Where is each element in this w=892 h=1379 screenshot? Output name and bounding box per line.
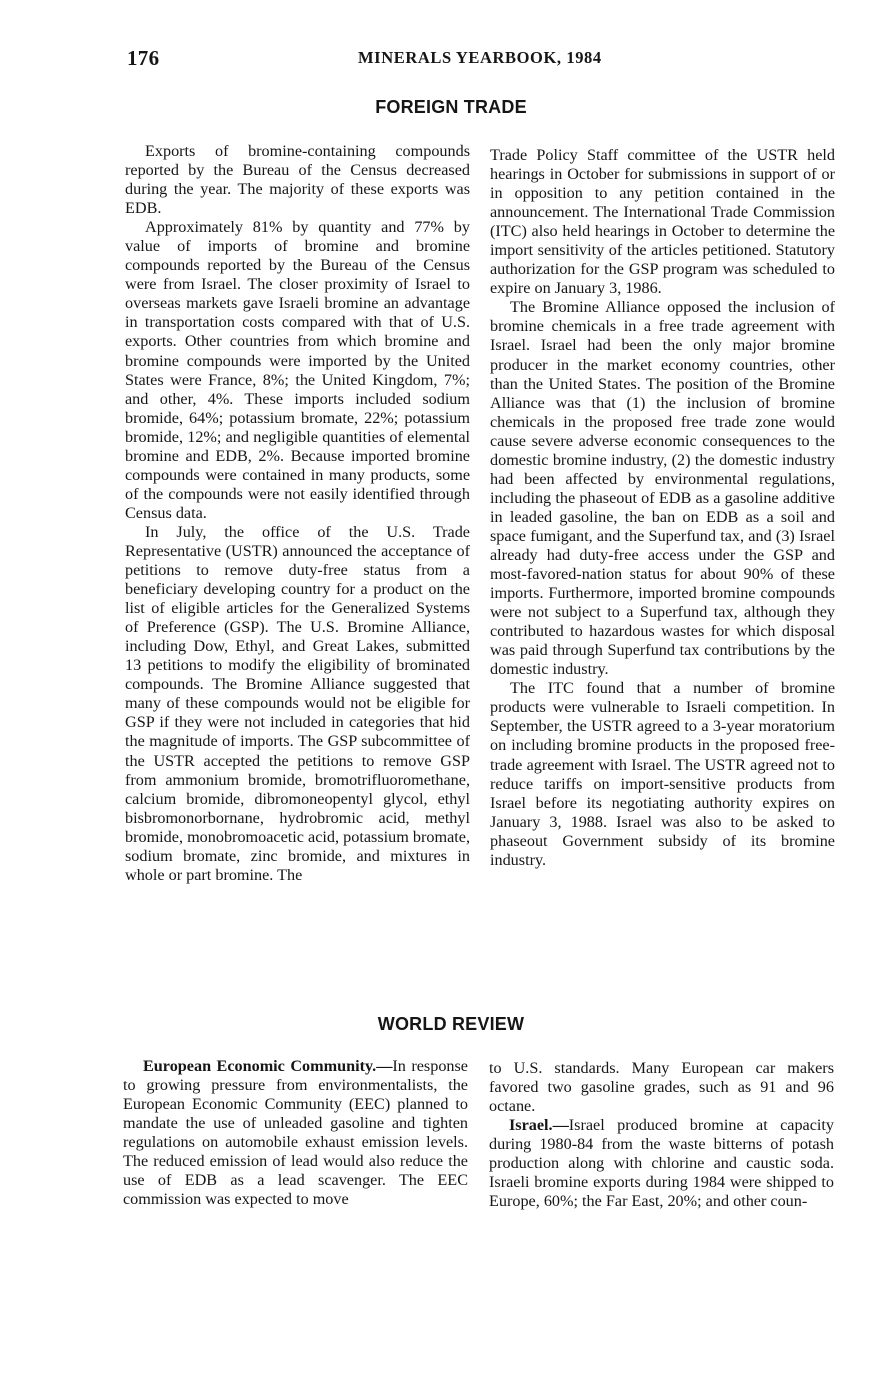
world-review-left-column bbox=[123, 1057, 468, 1209]
paragraph: In July, the office of the U.S. Trade Representative (USTR) announced the acceptance of petitions to remove duty-free status from a beneficiary developing country for a product on the list of eligible articles for the Generalized Systems of Preference (GSP). The U.S. Bromine Alliance, including Dow, Ethyl, and Great Lakes, submitted 13 petitions to modify the eligibility of brominated compounds. The Bromine Alliance suggested that many of these compounds would not be eligible for GSP if they were not included in categories that hid the magnitude of imports. The GSP subcommittee of the USTR accepted the petitions to remove GSP from ammonium bromide, bromotrifluoromethane, calcium bromide, dibromoneopentyl glycol, ethyl bisbromonorbornane, hydrobromic acid, methyl bromide, monobromoacetic acid, potassium bromate, sodium bromate, zinc bromide, and mixtures in whole or part bromine. The bbox=[125, 522, 470, 884]
foreign-trade-right-column bbox=[490, 146, 835, 870]
paragraph: Exports of bromine-containing compounds reported by the Bureau of the Census decreased during the year. The majority of these exports was EDB. bbox=[125, 142, 470, 218]
runin-heading-eec: European Economic Community.— bbox=[143, 1057, 393, 1075]
paragraph-continuation: Trade Policy Staff committee of the USTR held hearings in October for submissions in support of or in opposition to any petition contained in the announcement. The International Trade Commission (ITC) also held hearings in October to determine the import sensitivity of the articles petitioned. Statutory authorization for the GSP program was scheduled to expire on January 3, 1986. bbox=[490, 146, 835, 298]
page-number: 176 bbox=[127, 46, 160, 70]
world-review-right-column bbox=[489, 1059, 834, 1211]
paragraph: Approximately 81% by quantity and 77% by value of imports of bromine and bromine compounds reported by the Bureau of the Census were from Israel. The closer proximity of Israel to overseas markets gave Israeli bromine an advantage in transportation costs compared with that of U.S. exports. Other countries from which bromine and bromine compounds were imported by the United States were France, 8%; the United Kingdom, 7%; and other, 4%. These imports included sodium bromide, 64%; potassium bromate, 22%; potassium bromide, 12%; and negligible quantities of elemental bromine and EDB, 2%. Because imported bromine compounds were contained in many products, some of the compounds were not easily identified through Census data. bbox=[125, 218, 470, 522]
foreign-trade-left-column bbox=[125, 142, 470, 885]
section-heading-foreign-trade: FOREIGN TRADE bbox=[375, 97, 527, 117]
paragraph-text: In response to growing pressure from environmentalists, the European Economic Community (EEC) planned to mandate the use of unleaded gasoline and tighten regulations on automobile exhaust emission levels. The reduced emission of lead would also reduce the use of EDB as a lead scavenger. The EEC commission was expected to move bbox=[123, 1057, 468, 1209]
paragraph-eec bbox=[123, 1057, 468, 1209]
paragraph: The ITC found that a number of bromine products were vulnerable to Israeli competition. In September, the USTR agreed to a 3-year moratorium on including bromine products in the proposed free-trade agreement with Israel. The USTR agreed not to reduce tariffs on import-sensitive products from Israel before its negotiating authority expires on January 3, 1988. Israel was also to be asked to phaseout Government subsidy of its bromine industry. bbox=[490, 679, 835, 869]
runin-heading-israel: Israel.— bbox=[509, 1116, 569, 1135]
paragraph-israel bbox=[489, 1116, 834, 1211]
running-title: MINERALS YEARBOOK, 1984 bbox=[358, 48, 602, 67]
paragraph-continuation: to U.S. standards. Many European car makers favored two gasoline grades, such as 91 and 96 octane. bbox=[489, 1059, 834, 1116]
paragraph-text: Israel produced bromine at capacity during 1980-84 from the waste bitterns of potash production along with chlorine and caustic soda. Israeli bromine exports during 1984 were shipped to Europe, 60%; the Far East, 20%; and other coun- bbox=[489, 1116, 834, 1211]
paragraph: The Bromine Alliance opposed the inclusion of bromine chemicals in a free trade agreement with Israel. Israel had been the only major bromine producer in the market economy countries, other than the United States. The position of the Bromine Alliance was that (1) the inclusion of bromine chemicals in the proposed free trade zone would cause severe adverse economic consequences to the domestic bromine industry, (2) the domestic industry had been affected by environmental regulations, including the phaseout of EDB as a gasoline additive in leaded gasoline, the ban on EDB as a soil and space fumigant, and the Superfund tax, and (3) Israel already had duty-free access under the GSP and most-favored-nation status for about 90% of these imports. Furthermore, imported bromine compounds were not subject to a Superfund tax, although they contributed to hazardous wastes for which disposal was paid through Superfund tax contributions by the domestic industry. bbox=[490, 298, 835, 679]
section-heading-world-review: WORLD REVIEW bbox=[377, 1014, 525, 1034]
